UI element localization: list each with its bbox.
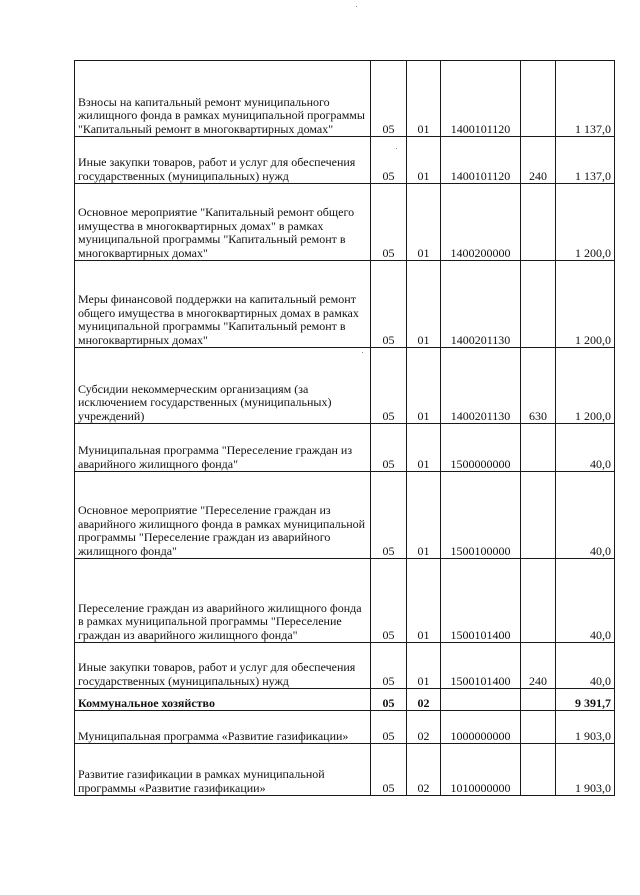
amount: 40,0	[556, 472, 615, 559]
subsection-code: 01	[407, 137, 441, 184]
section-code: 05	[371, 643, 407, 689]
scan-speck	[356, 6, 357, 7]
target-article-code: 1500101400	[441, 643, 521, 689]
row-description: Основное мероприятие "Переселение граждан из аварийного жилищного фонда в рамках муниципальной программы "Переселение граждан из аварийного жилищного фонда"	[75, 472, 371, 559]
subsection-code: 02	[407, 744, 441, 796]
row-description: Взносы на капитальный ремонт муниципального жилищного фонда в рамках муниципальной программы "Капитальный ремонт в многоквартирных домах"	[75, 61, 371, 137]
subsection-code: 01	[407, 643, 441, 689]
subsection-code: 01	[407, 424, 441, 472]
expense-type-code	[521, 744, 556, 796]
section-code: 05	[371, 61, 407, 137]
table-row	[75, 261, 615, 348]
amount: 1 903,0	[556, 744, 615, 796]
target-article-code: 1400201130	[441, 261, 521, 348]
table-row	[75, 61, 615, 137]
table-row	[75, 472, 615, 559]
expense-type-code: 240	[521, 137, 556, 184]
expense-type-code	[521, 184, 556, 261]
section-code: 05	[371, 137, 407, 184]
expense-type-code	[521, 261, 556, 348]
table-row	[75, 424, 615, 472]
amount: 1 137,0	[556, 61, 615, 137]
table-row	[75, 643, 615, 689]
subsection-code: 01	[407, 261, 441, 348]
row-description: Муниципальная программа «Развитие газификации»	[75, 711, 371, 744]
target-article-code: 1500100000	[441, 472, 521, 559]
subsection-code: 01	[407, 61, 441, 137]
section-code: 05	[371, 689, 407, 711]
subsection-code: 01	[407, 559, 441, 643]
table-row	[75, 137, 615, 184]
expense-type-code	[521, 559, 556, 643]
row-description: Иные закупки товаров, работ и услуг для обеспечения государственных (муниципальных) нужд	[75, 643, 371, 689]
expense-type-code	[521, 61, 556, 137]
expense-type-code	[521, 689, 556, 711]
subsection-code: 01	[407, 348, 441, 424]
table-row	[75, 711, 615, 744]
expense-type-code	[521, 472, 556, 559]
amount: 1 200,0	[556, 348, 615, 424]
table-row	[75, 348, 615, 424]
amount: 1 903,0	[556, 711, 615, 744]
target-article-code: 1400201130	[441, 348, 521, 424]
row-description: Переселение граждан из аварийного жилищного фонда в рамках муниципальной программы "Переселение граждан из аварийного жилищного фонда"	[75, 559, 371, 643]
amount: 40,0	[556, 424, 615, 472]
amount: 1 137,0	[556, 137, 615, 184]
target-article-code: 1000000000	[441, 711, 521, 744]
section-code: 05	[371, 472, 407, 559]
budget-table	[74, 60, 615, 796]
target-article-code: 1500000000	[441, 424, 521, 472]
amount: 1 200,0	[556, 184, 615, 261]
row-description: Коммунальное хозяйство	[75, 689, 371, 711]
target-article-code: 1400101120	[441, 137, 521, 184]
table-row	[75, 744, 615, 796]
row-description: Иные закупки товаров, работ и услуг для обеспечения государственных (муниципальных) нужд	[75, 137, 371, 184]
table-row-section-total	[75, 689, 615, 711]
expense-type-code	[521, 424, 556, 472]
target-article-code: 1500101400	[441, 559, 521, 643]
amount: 40,0	[556, 559, 615, 643]
row-description: Основное мероприятие "Капитальный ремонт общего имущества в многоквартирных домах" в рамках муниципальной программы "Капитальный ремонт в многоквартирных домах"	[75, 184, 371, 261]
section-code: 05	[371, 559, 407, 643]
section-code: 05	[371, 711, 407, 744]
section-code: 05	[371, 744, 407, 796]
row-description: Муниципальная программа "Переселение граждан из аварийного жилищного фонда"	[75, 424, 371, 472]
section-code: 05	[371, 261, 407, 348]
expense-type-code: 240	[521, 643, 556, 689]
row-description: Субсидии некоммерческим организациям (за исключением государственных (муниципальных) учреждений)	[75, 348, 371, 424]
section-code: 05	[371, 184, 407, 261]
expense-type-code: 630	[521, 348, 556, 424]
subsection-code: 01	[407, 184, 441, 261]
amount: 9 391,7	[556, 689, 615, 711]
section-code: 05	[371, 348, 407, 424]
target-article-code	[441, 689, 521, 711]
table-row	[75, 559, 615, 643]
subsection-code: 02	[407, 711, 441, 744]
subsection-code: 01	[407, 472, 441, 559]
target-article-code: 1010000000	[441, 744, 521, 796]
amount: 40,0	[556, 643, 615, 689]
row-description: Развитие газификации в рамках муниципальной программы «Развитие газификации»	[75, 744, 371, 796]
expense-type-code	[521, 711, 556, 744]
row-description: Меры финансовой поддержки на капитальный ремонт общего имущества в многоквартирных домах в рамках муниципальной программы "Капитальный ремонт в многоквартирных домах"	[75, 261, 371, 348]
target-article-code: 1400101120	[441, 61, 521, 137]
target-article-code: 1400200000	[441, 184, 521, 261]
subsection-code: 02	[407, 689, 441, 711]
table-row	[75, 184, 615, 261]
section-code: 05	[371, 424, 407, 472]
amount: 1 200,0	[556, 261, 615, 348]
